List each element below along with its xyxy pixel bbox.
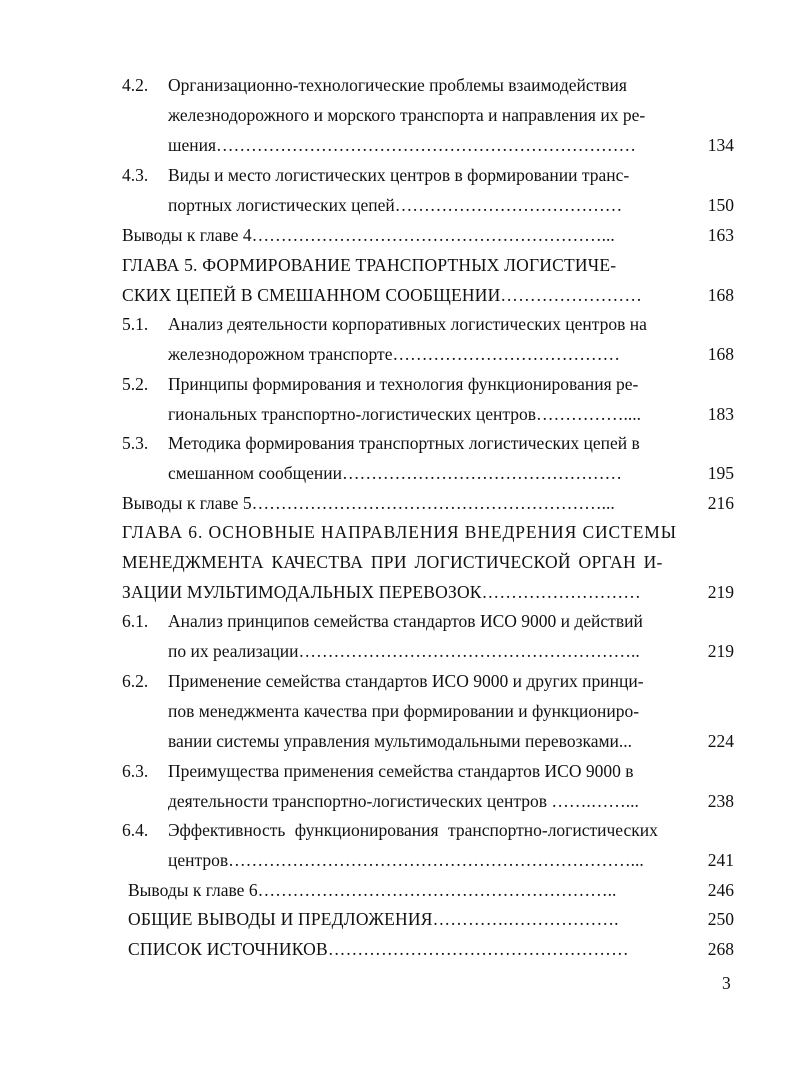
section-4-2-number: 4.2. [122,75,149,95]
section-5-3-page: 195 [707,463,734,483]
section-6-3-line-1: Преимущества применения семейства стандартов ИСО 9000 в [168,761,634,781]
section-4-3-line-1: Виды и место логистических центров в формировании транс- [168,165,630,185]
section-5-1-number: 5.1. [122,314,149,334]
section-4-3-number: 4.3. [122,165,149,185]
chapter-5-conclusions: Выводы к главе 5……………………………………………………... [122,493,615,513]
section-6-1-line-1: Анализ принципов семейства стандартов ИСО 9000 и действий [168,611,643,631]
chapter-5-title-line-2: СКИХ ЦЕПЕЙ В СМЕШАННОМ СООБЩЕНИИ…………………… [122,285,643,305]
section-4-3-line-2: портных логистических цепей………………………………… [168,195,623,215]
section-5-2-line-1: Принципы формирования и технология функционирования ре- [168,374,639,394]
section-5-3-number: 5.3. [122,433,149,453]
section-6-1-number: 6.1. [122,611,149,631]
section-6-4-line-2: центров……………………………………………………………... [168,850,644,870]
section-6-1-line-2: по их реализации………………………………………………….. [168,641,640,661]
section-6-3-page: 238 [707,791,734,811]
section-4-2-line-3: шения……………………………………………………………… [168,135,637,155]
section-6-3-line-2: деятельности транспортно-логистических центров …….……... [168,791,639,811]
section-5-3-line-1: Методика формирования транспортных логистических цепей в [168,433,640,453]
page-number: 3 [722,973,731,993]
list-of-sources: СПИСОК ИСТОЧНИКОВ…………………………………………… [128,939,629,959]
section-5-2-number: 5.2. [122,374,149,394]
section-6-2-line-2: пов менеджмента качества при формировании и функциониро- [168,701,640,721]
section-5-1-line-1: Анализ деятельности корпоративных логистических центров на [168,314,647,334]
chapter-6-title-line-2: МЕНЕДЖМЕНТА КАЧЕСТВА ПРИ ЛОГИСТИЧЕСКОЙ ОРГАН И- [122,552,663,572]
section-5-2-line-2: гиональных транспортно-логистических центров…………….... [168,404,641,424]
section-5-1-line-2: железнодорожном транспорте………………………………… [168,344,620,364]
chapter-4-conclusions: Выводы к главе 4……………………………………………………... [122,225,615,245]
chapter-5-page: 168 [707,285,734,305]
section-5-2-page: 183 [707,404,734,424]
section-6-4-number: 6.4. [122,820,149,840]
general-conclusions-page: 250 [707,909,734,929]
chapter-5-title-line-1: ГЛАВА 5. ФОРМИРОВАНИЕ ТРАНСПОРТНЫХ ЛОГИСТИЧЕ- [122,255,617,275]
section-6-2-page: 224 [707,731,734,751]
general-conclusions: ОБЩИЕ ВЫВОДЫ И ПРЕДЛОЖЕНИЯ………….………………. [128,909,619,929]
section-6-2-line-1: Применение семейства стандартов ИСО 9000 и других принци- [168,671,644,691]
section-5-3-line-2: смешанном сообщении………………………………………… [168,463,622,483]
section-4-2-page: 134 [707,135,734,155]
chapter-6-conclusions-page: 246 [707,880,734,900]
chapter-6-title-line-3: ЗАЦИИ МУЛЬТИМОДАЛЬНЫХ ПЕРЕВОЗОК……………………… [122,582,641,602]
section-4-2-line-1: Организационно-технологические проблемы взаимодействия [168,75,627,95]
chapter-6-page: 219 [707,582,734,602]
list-of-sources-page: 268 [707,939,734,959]
section-5-1-page: 168 [707,344,734,364]
section-6-4-line-1: Эффективность функционирования транспортно-логистических [168,820,658,840]
chapter-6-title-line-1: ГЛАВА 6. ОСНОВНЫЕ НАПРАВЛЕНИЯ ВНЕДРЕНИЯ СИСТЕМЫ [122,522,677,542]
section-4-2-line-2: железнодорожного и морского транспорта и направления их ре- [168,105,646,125]
section-6-1-page: 219 [707,641,734,661]
section-6-2-number: 6.2. [122,671,149,691]
chapter-6-conclusions: Выводы к главе 6…………………………………………………….. [128,880,617,900]
section-6-3-number: 6.3. [122,761,149,781]
section-4-3-page: 150 [707,195,734,215]
section-6-4-page: 241 [707,850,734,870]
chapter-4-conclusions-page: 163 [707,225,734,245]
section-6-2-line-3: вании системы управления мультимодальными перевозками... [168,731,633,751]
chapter-5-conclusions-page: 216 [707,493,734,513]
